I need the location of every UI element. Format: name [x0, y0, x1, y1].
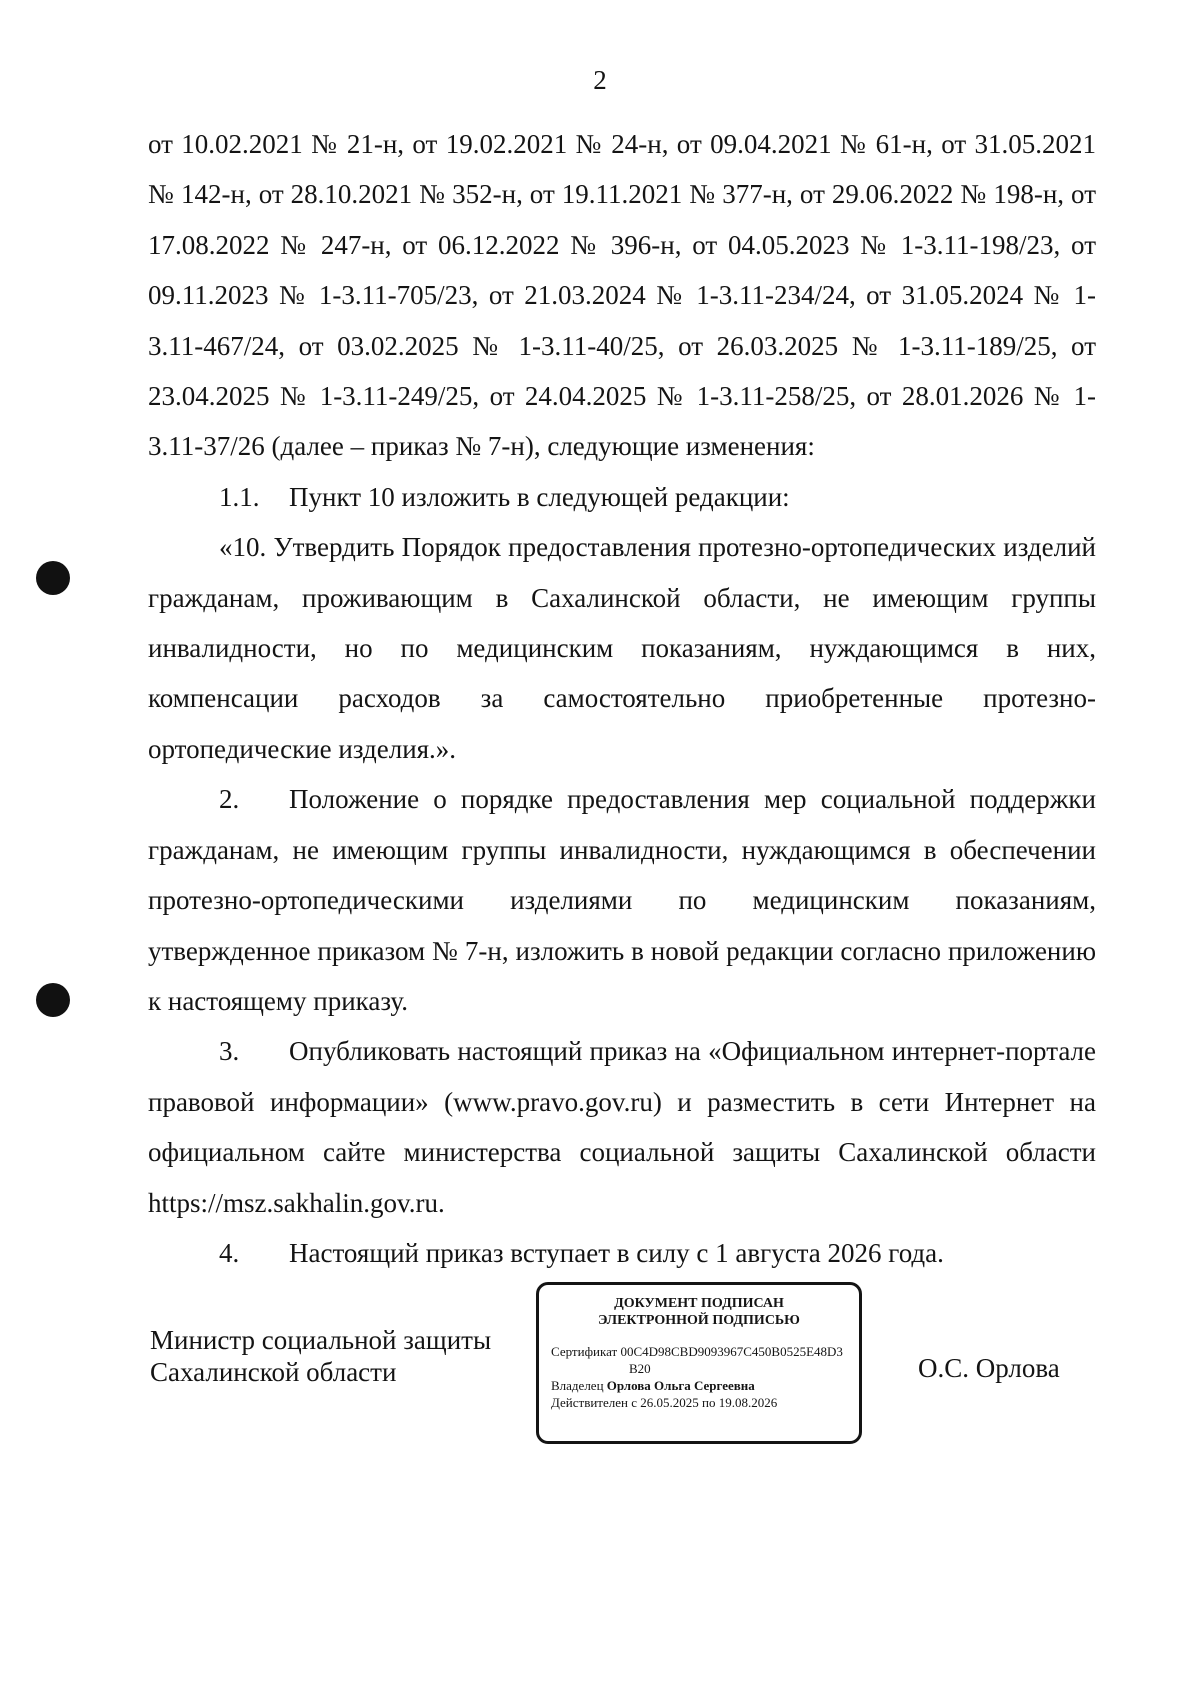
paragraph-text: «10. Утвердить Порядок предоставления протезно-ортопедических изделий гражданам, проживающим в Сахалинской области, не имеющим группы инвалидности, но по медицинским показаниям, нуждающимся в них, компенсации расходов за самостоятельно приобретенные протезно-ортопедические изделия.». [148, 532, 1096, 764]
document-body [148, 119, 1096, 1278]
stamp-title-line: ДОКУМЕНТ ПОДПИСАН [614, 1296, 784, 1311]
page-number: 2 [593, 65, 607, 95]
stamp-title [551, 1295, 847, 1329]
signature-block [150, 1282, 1100, 1452]
paragraph-3 [148, 1026, 1096, 1228]
paragraph-text: Опубликовать настоящий приказ на «Официальном интернет-портале правовой информации» (www.pravo.gov.ru) и разместить в сети Интернет на официальном сайте министерства социальной защиты Сахалинской области https://msz.sakhalin.gov.ru. [148, 1036, 1096, 1218]
signer-position [150, 1324, 530, 1388]
certificate-value-tail: B20 [629, 1361, 651, 1376]
stamp-owner [551, 1377, 847, 1394]
certificate-label: Сертификат [551, 1344, 618, 1359]
paragraph-number: 3. [219, 1036, 240, 1067]
paragraph-text: Пункт 10 изложить в следующей редакции: [289, 481, 790, 512]
owner-value: Орлова Ольга Сергеевна [606, 1378, 755, 1393]
paragraph-point-10-text [148, 522, 1096, 774]
stamp-title-line: ЭЛЕКТРОННОЙ ПОДПИСЬЮ [598, 1313, 800, 1328]
punch-hole-top [36, 561, 70, 595]
signer-name: О.С. Орлова [918, 1353, 1060, 1383]
paragraph-1-1 [148, 472, 1096, 522]
signer-position-line: Министр социальной защиты [150, 1325, 492, 1355]
stamp-validity: Действителен с 26.05.2025 по 19.08.2026 [551, 1395, 778, 1410]
paragraph-2 [148, 774, 1096, 1026]
certificate-value: 00C4D98CBD9093967C450B0525E48D3 [620, 1344, 843, 1359]
paragraph-text: от 10.02.2021 № 21-н, от 19.02.2021 № 24-н, от 09.04.2021 № 61-н, от 31.05.2021 № 142-н, от 28.10.2021 № 352-н, от 19.11.2021 № 377-н, от 29.06.2022 № 198-н, от 17.08.2022 № 247-н, от 06.12.2022 № 396-н, от 04.05.2023 № 1-3.11-198/23, от 09.11.2023 № 1-3.11-705/23, от 21.03.2024 № 1-3.11-234/24, от 31.05.2024 № 1-3.11-467/24, от 03.02.2025 № 1-3.11-40/25, от 26.03.2025 № 1-3.11-189/25, от 23.04.2025 № 1-3.11-249/25, от 24.04.2025 № 1-3.11-258/25, от 28.01.2026 № 1-3.11-37/26 (далее – приказ № 7-н), следующие изменения: [148, 129, 1096, 462]
stamp-certificate [551, 1343, 847, 1377]
electronic-signature-stamp [536, 1282, 862, 1444]
paragraph-number: 4. [219, 1237, 240, 1268]
paragraph-number: 1.1. [219, 481, 260, 512]
punch-hole-bottom [36, 983, 70, 1017]
paragraph-amendments-list [148, 119, 1096, 472]
paragraph-text: Положение о порядке предоставления мер социальной поддержки гражданам, не имеющим группы инвалидности, нуждающимся в обеспечении протезно-ортопедическими изделиями по медицинским показаниям, утвержденное приказом № 7-н, изложить в новой редакции согласно приложению к настоящему приказу. [148, 784, 1096, 1016]
paragraph-number: 2. [219, 784, 240, 815]
signer-position-line: Сахалинской области [150, 1357, 397, 1387]
paragraph-4 [148, 1228, 1096, 1278]
paragraph-text: Настоящий приказ вступает в силу с 1 августа 2026 года. [289, 1237, 944, 1268]
owner-label: Владелец [551, 1378, 604, 1393]
